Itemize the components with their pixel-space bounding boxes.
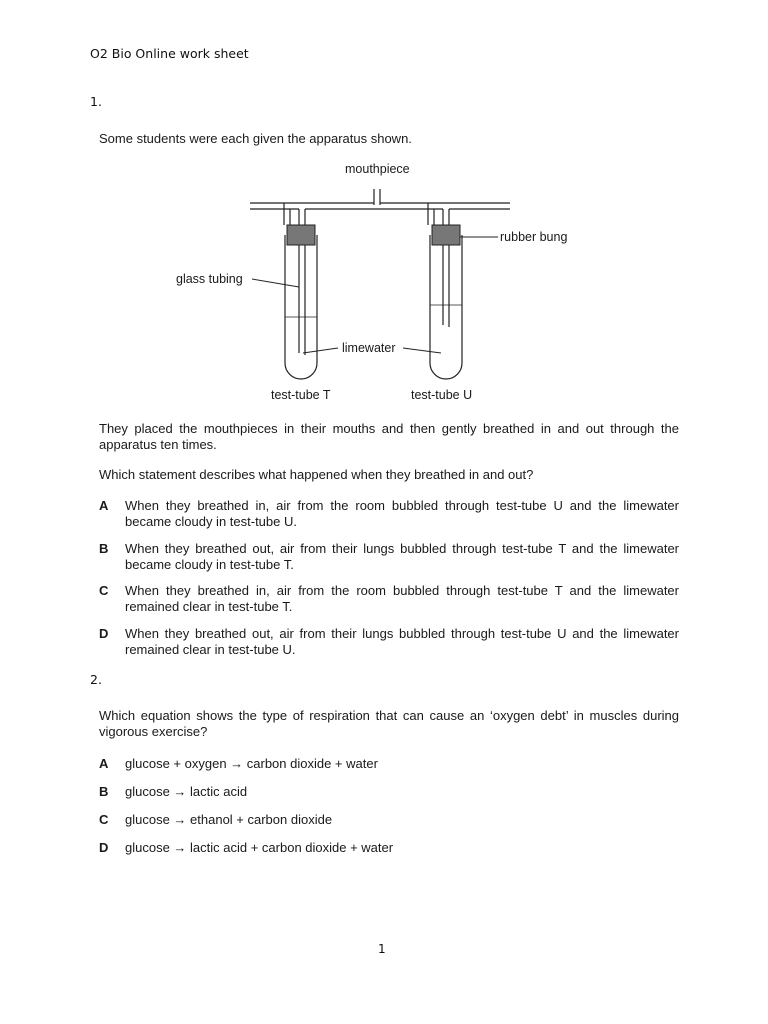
test-tube-u [430,235,462,379]
question-1-option-b[interactable] [99,541,679,573]
limewater-leader-t [303,348,338,353]
question-2-prompt: Which equation shows the type of respiration that can cause an ‘oxygen debt’ in muscles during vigorous exercise? [99,708,679,739]
question-1-option-d[interactable] [99,626,679,658]
option-text: When they breathed in, air from the room bubbled through test-tube T and the limewater remained clear in test-tube T. [125,583,679,614]
option-letter: D [99,840,109,855]
right-inlet-tube [428,203,434,225]
question-1-paragraph-1: They placed the mouthpieces in their mouths and then gently breathed in and out through the apparatus ten times. [99,421,679,452]
option-letter: B [99,784,109,799]
mouthpiece-label: mouthpiece [345,162,410,176]
option-text: When they breathed out, air from their lungs bubbled through test-tube T and the limewater became cloudy in test-tube T. [125,541,679,572]
limewater-leader-u [403,348,441,353]
test-tube-u-label: test-tube U [411,388,473,402]
question-2-option-a[interactable] [99,756,679,772]
page-number: 1 [378,942,386,956]
option-letter: D [99,626,109,641]
rubber-bung-label: rubber bung [500,230,568,244]
left-outlet-tube [284,203,290,225]
question-1-number: 1. [90,94,102,109]
option-letter: A [99,756,109,771]
limewater-label: limewater [342,341,396,355]
option-letter: B [99,541,109,556]
question-2-option-d[interactable] [99,840,679,856]
rubber-bung-u [432,225,460,245]
option-text: glucose + oxygen → carbon dioxide + water [125,756,378,771]
question-2-option-b[interactable] [99,784,679,800]
glass-tubing-label: glass tubing [176,272,243,286]
question-1-paragraph-2: Which statement describes what happened when they breathed in and out? [99,467,534,482]
option-text: glucose → ethanol + carbon dioxide [125,812,333,827]
option-text: When they breathed in, air from the room bubbled through test-tube U and the limewater became cloudy in test-tube U. [125,498,679,529]
option-text: glucose → lactic acid [125,784,248,799]
option-letter: C [99,812,109,827]
apparatus-diagram [160,155,590,405]
option-letter: A [99,498,109,513]
rubber-bung-t [287,225,315,245]
question-1-intro: Some students were each given the apparatus shown. [99,131,412,146]
glass-tubing-leader [252,279,299,287]
question-2-option-c[interactable] [99,812,679,828]
mouthpiece-tube [374,189,380,205]
test-tube-t-label: test-tube T [271,388,331,402]
option-text: glucose → lactic acid + carbon dioxide + water [125,840,394,855]
option-letter: C [99,583,109,598]
test-tube-t [285,235,317,379]
question-1-option-c[interactable] [99,583,679,615]
worksheet-header: O2 Bio Online work sheet [90,46,249,61]
option-text: When they breathed out, air from their lungs bubbled through test-tube U and the limewater remained clear in test-tube U. [125,626,679,657]
question-2-number: 2. [90,672,102,687]
question-1-option-a[interactable] [99,498,679,530]
